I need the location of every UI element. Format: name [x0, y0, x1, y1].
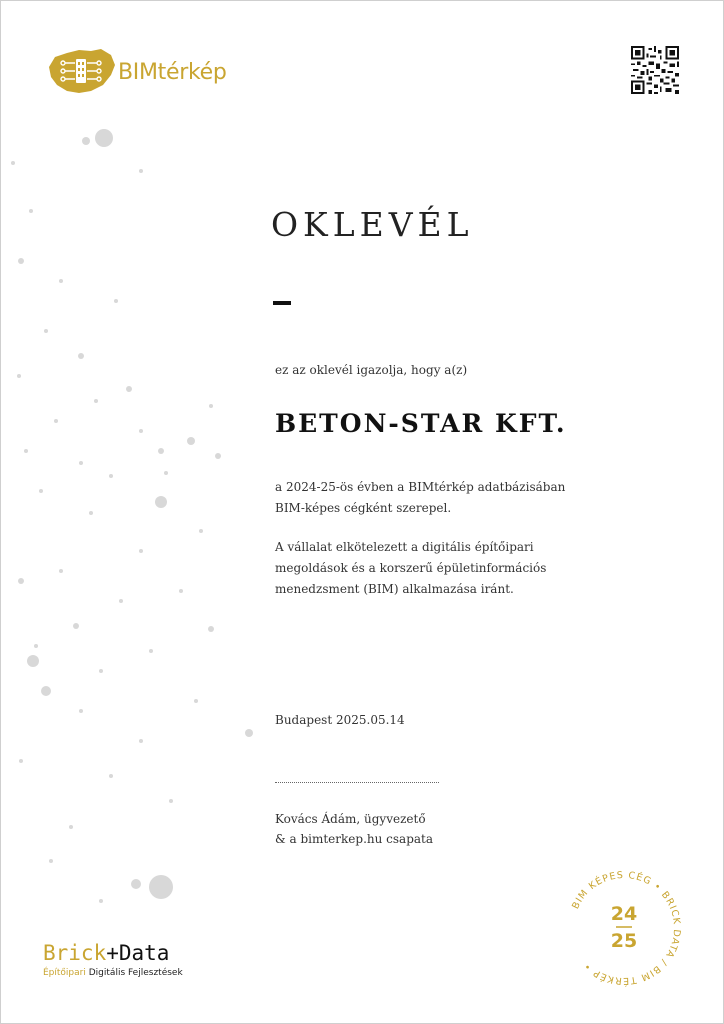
svg-text:BIM KÉPES CÉG • BRICK DATA / B	[570, 870, 682, 987]
hungary-map-circuit-icon	[45, 45, 117, 97]
certificate-title: OKLEVÉL	[271, 205, 474, 244]
signature-line	[275, 782, 439, 783]
brand-plus: +	[106, 941, 119, 965]
certificate-paragraph-2	[275, 537, 605, 600]
qr-code-icon[interactable]	[631, 46, 679, 94]
title-divider	[273, 301, 291, 305]
company-name: BETON-STAR KFT.	[275, 409, 567, 438]
brick-data-tagline	[43, 968, 183, 978]
tagline-part-2: Digitális Fejlesztések	[88, 968, 183, 978]
badge-ring-text: BIM KÉPES CÉG • BRICK DATA / BIM TÉRKÉP •	[570, 869, 683, 987]
paragraph-line: megoldások és a korszerű épületinformációs	[275, 561, 547, 575]
paragraph-line: BIM-képes cégként szerepel.	[275, 501, 452, 515]
logo-text: BIMtérkép	[118, 60, 227, 85]
signature-block	[275, 809, 433, 849]
certificate-intro: ez az oklevél igazolja, hogy a(z)	[275, 363, 468, 377]
paragraph-line: menedzsment (BIM) alkalmazása iránt.	[275, 582, 514, 596]
brand-part-1: Brick	[43, 941, 107, 965]
paragraph-line: a 2024-25-ös évben a BIMtérkép adatbázisában	[275, 480, 566, 494]
badge-year-top: 24	[610, 903, 638, 925]
brick-data-logo	[43, 941, 223, 985]
brick-data-wordmark	[43, 941, 169, 965]
decorative-dots	[1, 101, 281, 921]
paragraph-line: A vállalat elkötelezett a digitális építőipari	[275, 540, 534, 554]
signatory-team: & a bimterkep.hu csapata	[275, 832, 434, 846]
certificate-paragraph-1	[275, 477, 605, 519]
brand-part-2: Data	[118, 941, 170, 965]
badge-year-bottom: 25	[610, 930, 638, 952]
issue-date: Budapest 2025.05.14	[275, 713, 405, 727]
bimterkep-logo	[45, 45, 255, 101]
tagline-part-1: Építőipari	[43, 968, 86, 978]
bim-kepes-ceg-badge	[559, 863, 689, 993]
signatory-name: Kovács Ádám, ügyvezető	[275, 812, 426, 826]
